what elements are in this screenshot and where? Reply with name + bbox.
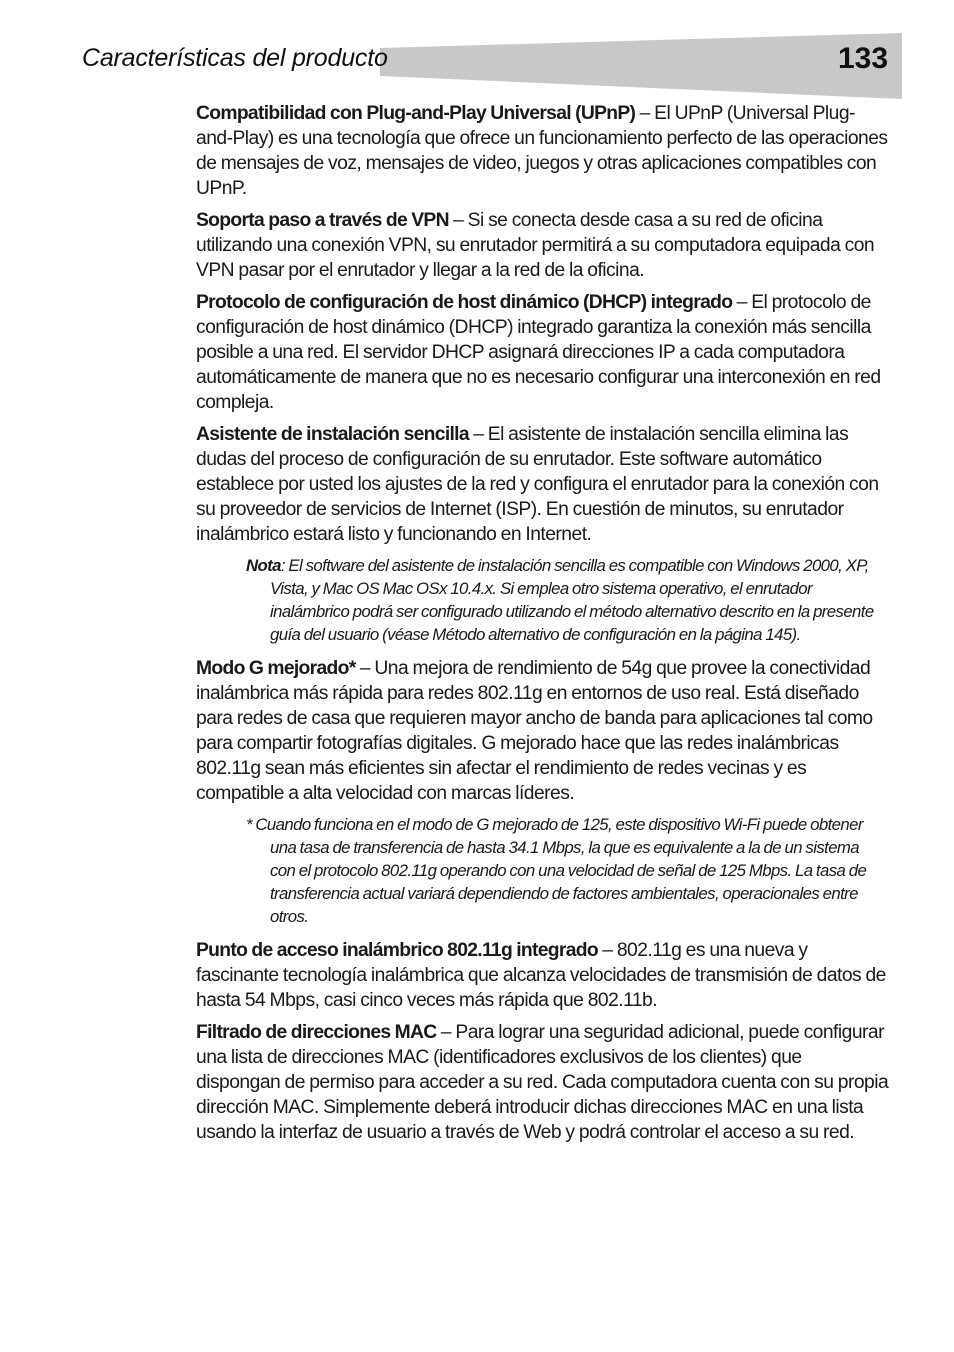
feature-upnp [196,101,889,201]
feature-setup-assistant [196,422,889,547]
feature-description: – 802.11g es una nueva y fascinante tecnología inalámbrica que alcanza velocidades de transmisión de datos de hasta 54 Mbps, casi cinco veces más rápida que 802.11b. [196,939,886,1011]
note-label: Nota [246,556,281,575]
setup-note [246,554,890,646]
feature-mac-filter [196,1020,889,1145]
feature-description: – Una mejora de rendimiento de 54g que provee la conectividad inalámbrica más rápida para redes 802.11g en entornos de uso real. Está diseñado para redes de casa que requieren mayor ancho de banda para aplicaciones tal como para compartir fotografías digitales. G mejorado hace que las redes inalámbricas 802.11g sean más eficientes sin afectar el rendimiento de redes vecinas y es compatible a alta velocidad con marcas líderes. [196,657,873,804]
feature-term: Filtrado de direcciones MAC [196,1021,437,1043]
feature-description: – El UPnP (Universal Plug-and-Play) es una tecnología que ofrece un funcionamiento perfecto de las operaciones de mensajes de voz, mensajes de video, juegos y otras aplicaciones compatibles con UPnP. [196,102,888,199]
feature-term: Soporta paso a través de VPN [196,209,449,231]
feature-dhcp [196,290,889,415]
feature-term: Punto de acceso inalámbrico 802.11g integrado [196,939,598,961]
feature-description: – Si se conecta desde casa a su red de oficina utilizando una conexión VPN, su enrutador permitirá a su computadora equipada con VPN pasar por el enrutador y llegar a la red de la oficina. [196,209,875,281]
feature-description: – Para lograr una seguridad adicional, puede configurar una lista de direcciones MAC (identificadores exclusivos de los clientes) que dispongan de permiso para acceder a su red. Cada computadora cuenta con su propia dirección MAC. Simplemente deberá introducir dichas direcciones MAC en una lista usando la interfaz de usuario a través de Web y podrá controlar el acceso a su red. [196,1021,889,1143]
feature-term: Asistente de instalación sencilla [196,423,469,445]
page-number: 133 [838,42,889,75]
feature-description: – El protocolo de configuración de host dinámico (DHCP) integrado garantiza la conexión más sencilla posible a una red. El servidor DHCP asignará direcciones IP a cada computadora automáticamente de manera que no es necesario configurar una interconexión en red compleja. [196,291,881,413]
section-title: Características del producto [82,44,388,72]
feature-term: Compatibilidad con Plug-and-Play Universal (UPnP) [196,102,636,124]
feature-term: Modo G mejorado* [196,657,356,679]
feature-term: Protocolo de configuración de host dinámico (DHCP) integrado [196,291,733,313]
g-mode-footnote: * Cuando funciona en el modo de G mejorado de 125, este dispositivo Wi-Fi puede obtener una tasa de transferencia de hasta 34.1 Mbps, la que es equivalente a la de un sistema con el protocolo 802.11g operando con una velocidad de señal de 125 Mbps. La tasa de transferencia actual variará dependiendo de factores ambientales, operacionales entre otros. [246,815,867,926]
feature-g-mode [196,656,889,806]
note-text: : El software del asistente de instalación sencilla es compatible con Windows 2000, XP, Vista, y Mac OS Mac OSx 10.4.x. Si emplea otro sistema operativo, el enrutador inalámbrico podrá ser configurado utilizando el método alternativo descrito en la presente guía del usuario (véase Método alternativo de configuración en la página 145). [270,556,874,644]
page-header [0,0,954,100]
feature-description: – El asistente de instalación sencilla elimina las dudas del proceso de configuración de su enrutador. Este software automático establece por usted los ajustes de la red y configura el enrutador para la conexión con su proveedor de servicios de Internet (ISP). En cuestión de minutos, su enrutador inalámbrico estará listo y funcionando en Internet. [196,423,879,545]
feature-access-point [196,938,889,1013]
feature-vpn [196,208,889,283]
page-content [196,101,900,1152]
